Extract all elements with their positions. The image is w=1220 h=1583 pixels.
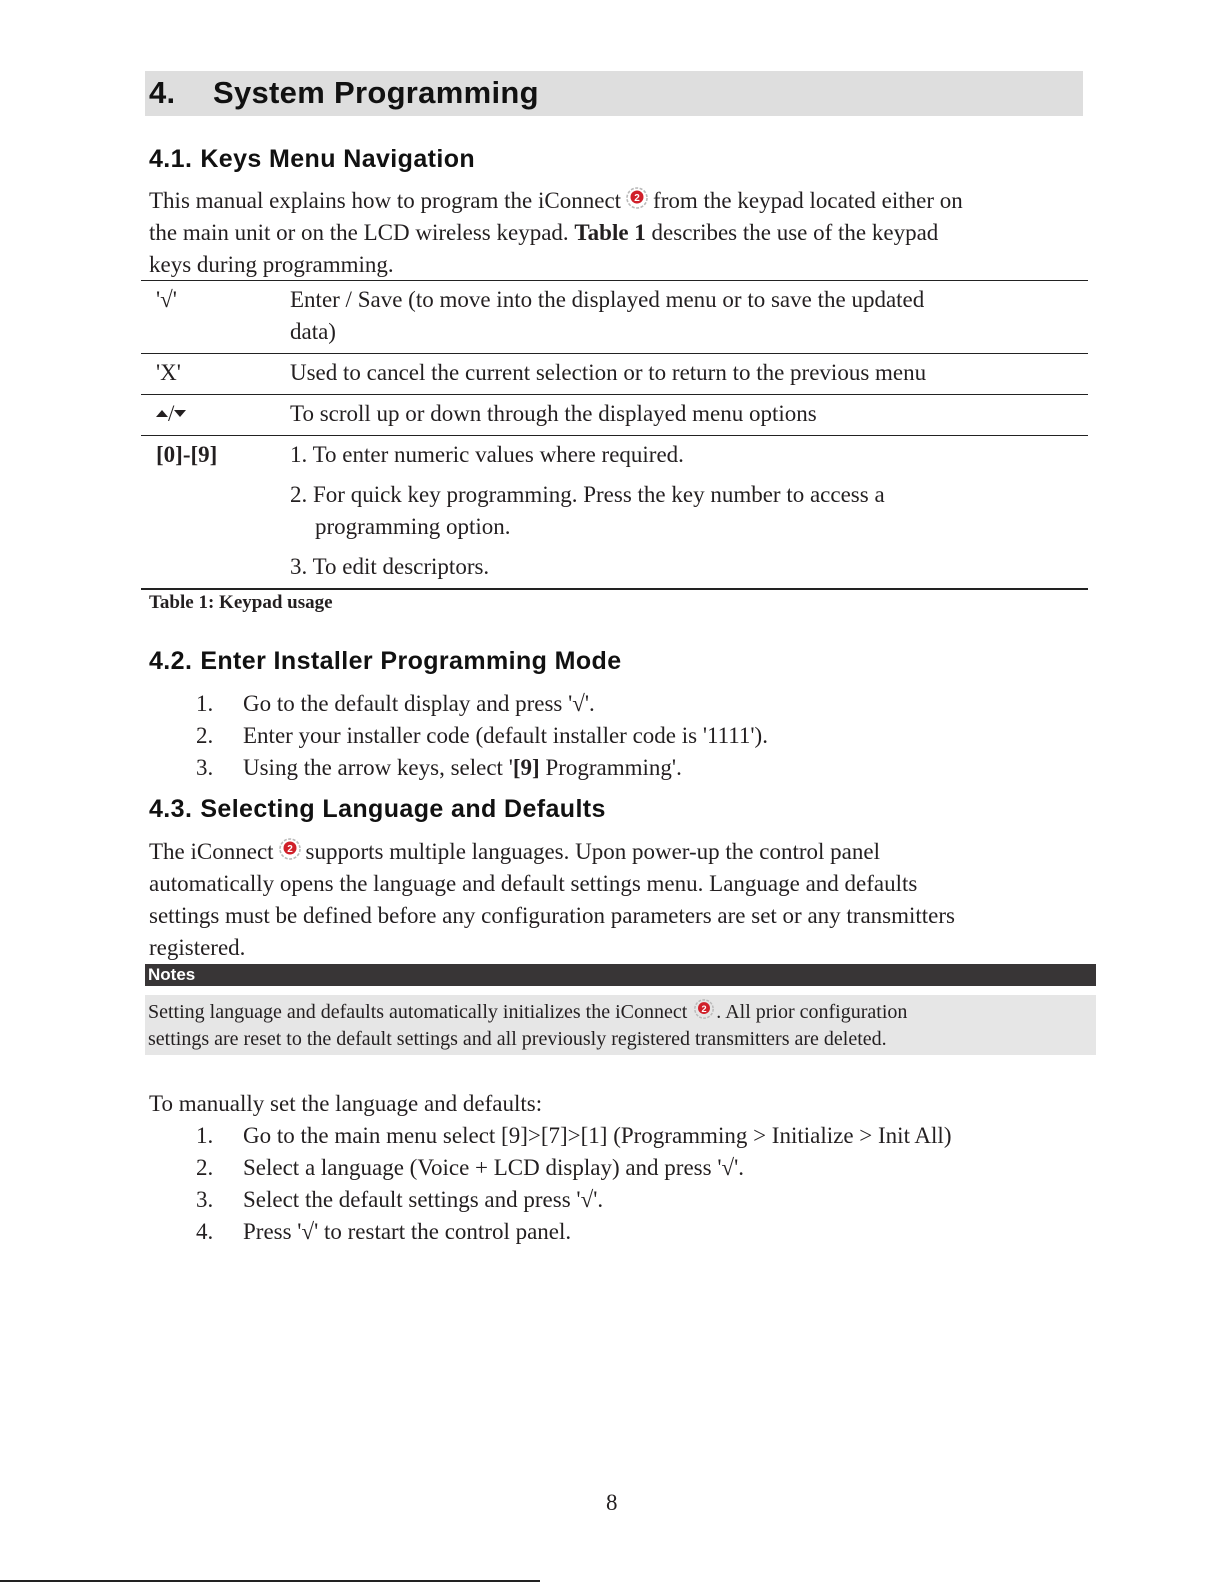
subsection-heading-4-3 (149, 795, 606, 824)
table-reference: Table 1 (574, 220, 646, 245)
table-row (141, 280, 1088, 353)
table-row (141, 353, 1088, 394)
table-row (141, 435, 1088, 590)
arrow-up-icon (156, 410, 168, 417)
key-enter: '√' (156, 287, 177, 312)
notes-box: Setting language and defaults automatically initializes the iConnect . All prior configuration settings are reset to the default settings and all previously registered transmitters are deleted. (145, 995, 1096, 1055)
manual-set-intro: To manually set the language and defaults: (149, 1091, 543, 1116)
notes-label: Notes (148, 965, 196, 984)
intro-line-3: keys during programming. (149, 252, 394, 277)
installer-mode-steps (196, 688, 768, 784)
key-description: To scroll up or down through the displayed menu options (290, 401, 817, 426)
section-title: System Programming (213, 75, 539, 110)
section-heading (145, 71, 1083, 116)
notes-header (145, 964, 1096, 986)
check-key-symbol: √ (721, 1155, 735, 1180)
page-number: 8 (606, 1490, 618, 1515)
list-item: 1. Go to the default display and press '√'. (196, 691, 595, 716)
subsection-title: Keys Menu Navigation (200, 145, 476, 173)
table-row (141, 394, 1088, 435)
subsection-number: 4.1. (149, 145, 193, 173)
list-item: 3. Using the arrow keys, select '[9] Programming'. (196, 755, 682, 780)
check-key-symbol: √ (572, 691, 585, 716)
footer-divider (0, 1580, 540, 1582)
subsection-number: 4.2. (149, 647, 193, 675)
key-description: Enter / Save (to move into the displayed menu or to save the updated data) (290, 287, 925, 344)
key-cancel: 'X' (156, 360, 181, 385)
key-arrows: / (156, 398, 186, 430)
keypad-usage-table (141, 280, 1088, 590)
list-item: 3. Select the default settings and press '√'. (196, 1187, 604, 1212)
language-defaults-steps (196, 1120, 952, 1248)
subsection-heading-4-1 (149, 145, 475, 174)
iconnect-logo-icon (625, 186, 649, 210)
key-description: Used to cancel the current selection or to return to the previous menu (290, 360, 927, 385)
iconnect-logo-icon (278, 837, 302, 861)
intro-line-2: the main unit or on the LCD wireless keypad. Table 1 describes the use of the keypad (149, 220, 939, 245)
intro-line-1: This manual explains how to program the iConnect from the keypad located either on (149, 188, 963, 213)
arrow-down-icon (174, 410, 186, 417)
table-caption: Table 1: Keypad usage (149, 592, 333, 613)
check-key-symbol: √ (580, 1187, 594, 1212)
list-item: 1. Go to the main menu select [9]>[7]>[1] (Programming > Initialize > Init All) (196, 1123, 952, 1148)
key-numeric: [0]-[9] (156, 442, 218, 467)
list-item: 2. Enter your installer code (default installer code is '1111'). (196, 723, 768, 748)
iconnect-logo-icon (693, 998, 715, 1020)
subsection-heading-4-2 (149, 647, 622, 676)
subsection-title: Enter Installer Programming Mode (200, 647, 622, 675)
subsection-number: 4.3. (149, 795, 193, 823)
key-description: 1. To enter numeric values where required. 2. For quick key programming. Press the key number to access a programming option. 3. To edit descriptors. (290, 442, 885, 579)
list-item: 2. Select a language (Voice + LCD display) and press '√'. (196, 1155, 745, 1180)
section-number: 4. (149, 75, 176, 110)
check-key-symbol: √ (301, 1219, 315, 1244)
language-intro-paragraph: The iConnect supports multiple languages. Upon power-up the control panel automatically opens the language and default settings menu. Language and defaults settings must be defined before any configuration parameters are set or any transmitters registered. (149, 839, 955, 960)
subsection-title: Selecting Language and Defaults (200, 795, 606, 823)
list-item: 4. Press '√' to restart the control panel. (196, 1219, 572, 1244)
intro-paragraph (149, 185, 963, 281)
